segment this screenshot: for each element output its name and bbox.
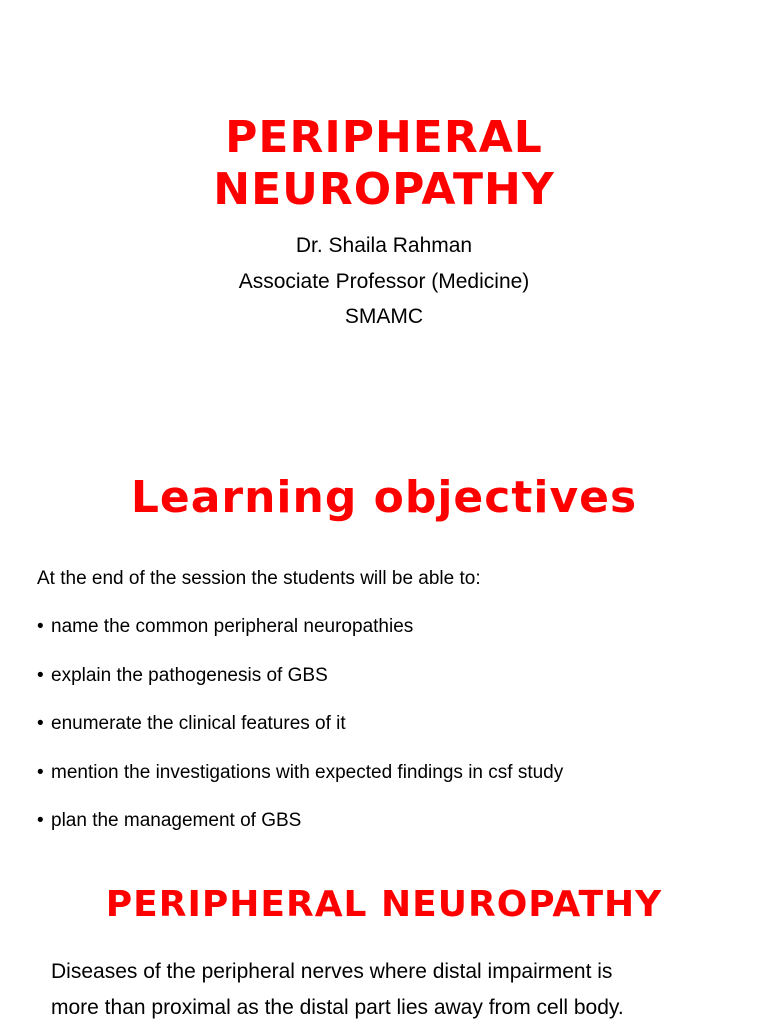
slide-title-line-1: PERIPHERAL bbox=[225, 112, 543, 163]
definition-slide bbox=[0, 870, 768, 1024]
bullet-icon: • bbox=[37, 616, 44, 637]
bullet-icon: • bbox=[37, 713, 44, 735]
objective-text: enumerate the clinical features of it bbox=[51, 713, 346, 735]
slide-subtitle bbox=[0, 228, 768, 335]
list-item bbox=[37, 760, 563, 809]
definition-paragraph bbox=[51, 954, 741, 1026]
definition-heading: PERIPHERAL NEUROPATHY bbox=[105, 884, 663, 925]
author-institution: SMAMC bbox=[344, 305, 424, 328]
author-name: Dr. Shaila Rahman bbox=[295, 234, 473, 257]
list-item bbox=[37, 711, 563, 760]
bullet-icon: • bbox=[37, 810, 44, 832]
objectives-slide bbox=[0, 440, 768, 860]
slide-title-line-2: NEUROPATHY bbox=[213, 164, 555, 215]
objective-text: name the common peripheral neuropathies bbox=[51, 616, 414, 637]
list-item bbox=[37, 663, 563, 712]
objectives-list bbox=[37, 614, 563, 857]
definition-line-2: more than proximal as the distal part lies away from cell body. bbox=[51, 996, 624, 1019]
list-item bbox=[37, 614, 563, 663]
objective-text: plan the management of GBS bbox=[51, 810, 302, 832]
author-position: Associate Professor (Medicine) bbox=[238, 269, 530, 293]
slide-title bbox=[0, 112, 768, 216]
bullet-icon: • bbox=[37, 664, 44, 686]
objective-text: explain the pathogenesis of GBS bbox=[51, 664, 328, 686]
objectives-heading: Learning objectives bbox=[130, 472, 638, 523]
list-item bbox=[37, 808, 563, 857]
objective-text: mention the investigations with expected findings in csf study bbox=[51, 761, 564, 783]
objectives-intro: At the end of the session the students will be able to: bbox=[37, 568, 481, 589]
bullet-icon: • bbox=[37, 761, 44, 783]
definition-line-1: Diseases of the peripheral nerves where distal impairment is bbox=[51, 960, 613, 983]
title-slide bbox=[0, 0, 768, 400]
